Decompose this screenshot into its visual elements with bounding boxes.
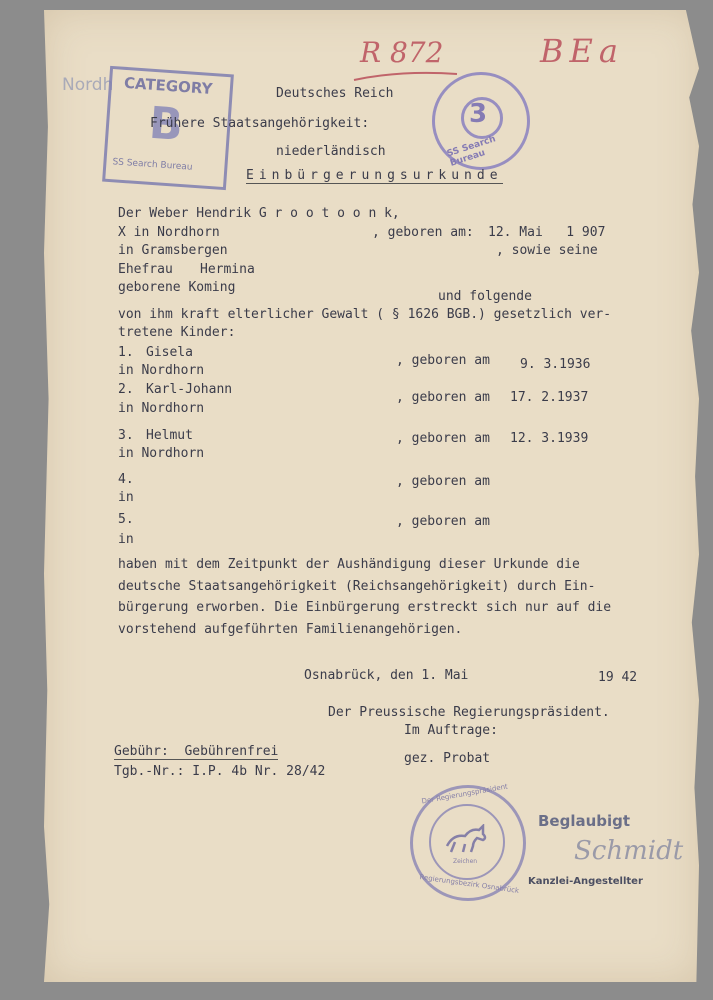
child-3-date: 12. 3.1939 [510,431,589,446]
seal-ring-bottom: Regierungsbezirk Osnabrück [418,873,520,895]
child-1-name: Gisela [146,345,193,360]
by-order-label: Im Auftrage: [404,723,498,738]
category-stamp-footer: SS Search Bureau [112,157,193,173]
child-1-born-label: , geboren am [396,353,490,368]
round-stamp-ring-text: SS Search Bureau [445,134,498,169]
certification-signature: Schmidt [574,836,684,866]
seal-ring-top: Der Regierungspräsident [420,782,509,806]
child-3-name: Helmut [146,428,193,443]
year: 19 42 [598,670,638,685]
child-1-date: 9. 3.1936 [520,357,591,372]
and-his-label: , sowie seine [496,243,598,258]
category-stamp-letter: B [147,97,185,151]
body-line-2: deutsche Staatsangehörigkeit (Reichsangehörigkeit) durch Ein- [118,579,596,594]
wife-maiden-name: geborene Koming [118,280,236,295]
handwritten-reference: R 872 [360,36,444,69]
custody-line-2: tretene Kinder: [118,325,236,340]
person-line-2: X in Nordhorn [118,225,220,240]
child-3-number: 3. [118,428,134,443]
body-line-3: bürgerung erworben. Die Einbürgerung erstreckt sich nur auf die [118,600,612,615]
seal-center-text: Zeichen [453,858,478,865]
child-1-number: 1. [118,345,134,360]
custody-line-1: von ihm kraft elterlicher Gewalt ( § 1626 BGB.) gesetzlich ver- [118,307,612,322]
place-and-date: Osnabrück, den 1. Mai [304,668,469,683]
body-line-4: vorstehend aufgeführten Familienangehörigen. [118,622,463,637]
child-4-number: 4. [118,472,134,487]
certification-role: Kanzlei-Angestellter [528,876,643,887]
faded-stamp-text: Nordh [62,75,114,95]
search-bureau-round-stamp [432,72,530,170]
previous-nationality-value: niederländisch [276,144,386,159]
previous-nationality-label: Frühere Staatsangehörigkeit: [150,116,370,131]
document-title: Einbürgerungsurkunde [246,168,503,183]
round-stamp-number: 3 [469,99,488,129]
wife-name: Hermina [200,262,255,277]
certification-heading: Beglaubigt [538,812,631,830]
child-3-place: in Nordhorn [118,446,205,461]
handwritten-underline [352,66,462,86]
person-line-1: Der Weber Hendrik G r o o t o o n k, [118,206,400,221]
child-3-born-label: , geboren am [396,431,490,446]
child-5-born-label: , geboren am [396,514,490,529]
born-label: , geboren am: [372,225,474,240]
signed-by: gez. Probat [404,751,491,766]
child-2-number: 2. [118,382,134,397]
child-1-place: in Nordhorn [118,363,205,378]
wife-label: Ehefrau [118,262,173,277]
child-4-place: in [118,490,134,505]
horse-icon [443,824,491,854]
document-state-heading: Deutsches Reich [276,86,394,101]
child-2-place: in Nordhorn [118,401,205,416]
birth-date: 12. Mai 1 907 [488,225,606,240]
issuing-authority: Der Preussische Regierungspräsident. [328,705,610,720]
child-2-date: 17. 2.1937 [510,390,589,405]
child-2-born-label: , geboren am [396,390,490,405]
handwritten-code: BEa [540,32,624,70]
and-following-label: und folgende [438,289,532,304]
journal-number: Tgb.-Nr.: I.P. 4b Nr. 28/42 [114,764,326,779]
fee-note: Gebühr: Gebührenfrei [114,744,279,759]
body-line-1: haben mit dem Zeitpunkt der Aushändigung dieser Urkunde die [118,557,580,572]
birthplace: in Gramsbergen [118,243,228,258]
child-2-name: Karl-Johann [146,382,233,397]
child-4-born-label: , geboren am [396,474,490,489]
official-seal [410,782,526,901]
child-5-number: 5. [118,512,134,527]
child-5-place: in [118,532,134,547]
category-stamp-title: CATEGORY [123,73,214,98]
